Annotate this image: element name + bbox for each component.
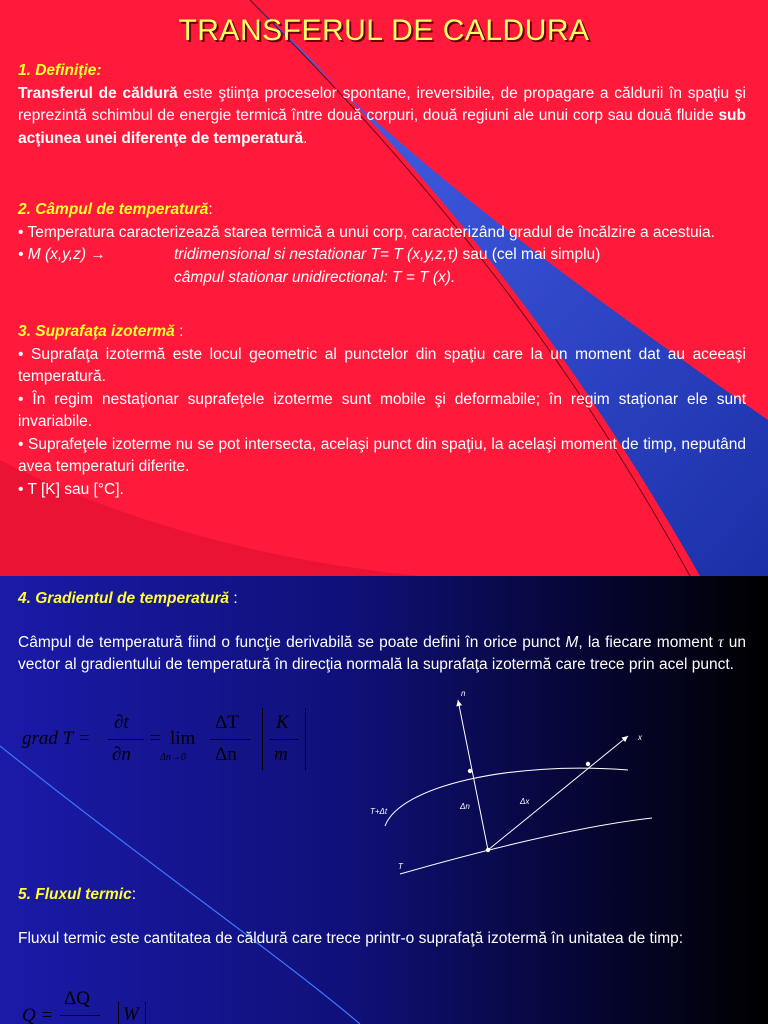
label-dx: Δx — [520, 797, 530, 806]
gradient-paragraph — [18, 632, 746, 677]
definition-term: Transferul de căldură — [18, 84, 178, 102]
section-heading-row — [18, 884, 746, 907]
fraction-bar — [108, 739, 144, 740]
label-n: n — [461, 689, 466, 698]
heading-colon: : — [131, 886, 137, 903]
section-heading-row — [18, 199, 746, 222]
section-heading: 1. Definiţie: — [18, 62, 102, 79]
section-isotherm — [18, 321, 746, 501]
section-heading: 5. Fluxul termic — [18, 886, 132, 903]
formula-numerator: ΔQ — [64, 988, 90, 1009]
definition-emphasis: sub acţiunea unei diferenţe de temperatură — [18, 107, 746, 147]
unit-watt: W — [123, 1004, 139, 1024]
formula-equals: = — [150, 728, 161, 749]
section-temperature-field — [18, 199, 746, 289]
paragraph-text: , la fiecare moment — [578, 633, 718, 651]
formula-lim-subscript: Δn→0 — [160, 752, 186, 763]
fraction-bar — [270, 739, 298, 740]
bullet-continuation: câmpul stationar unidirectional: T = T (x). — [174, 268, 456, 286]
section-flux — [18, 884, 746, 950]
fraction-bar — [60, 1015, 100, 1016]
formula-denominator: ∂n — [112, 744, 131, 765]
section-heading: 3. Suprafaţa izotermă — [18, 323, 175, 340]
slide-title: TRANSFERUL DE CALDURA — [178, 14, 590, 47]
definition-paragraph — [18, 83, 746, 151]
heading-colon: : — [229, 590, 238, 607]
isotherm-curve-lower — [400, 818, 652, 874]
flux-formula — [20, 988, 180, 1024]
fraction-bar — [210, 739, 250, 740]
normal-vector — [458, 700, 488, 850]
bullet-text-italic: tridimensional si nestationar T= T (x,y,z,τ) — [174, 246, 459, 263]
section-heading-row — [18, 321, 746, 344]
bullet-item: • Suprafeţele izoterme nu se pot intersecta, acelaşi punct din spaţiu, la acelaşi moment de timp, neputând avea temperaturi diferite. — [18, 435, 746, 475]
section-heading: 2. Câmpul de temperatură — [18, 201, 209, 218]
section-definition — [18, 60, 746, 150]
heading-colon: : — [208, 201, 213, 218]
formula-lim: lim — [170, 728, 196, 749]
bullet-text: sau (cel mai simplu) — [458, 246, 601, 263]
point-upper-n — [468, 769, 472, 773]
gradient-formula — [10, 706, 310, 776]
bullet-item — [18, 244, 746, 267]
section-gradient — [18, 588, 746, 677]
point-m — [486, 848, 490, 852]
formula-lhs: Q = — [22, 1005, 54, 1024]
flux-paragraph: Fluxul termic este cantitatea de căldură care trece printr-o suprafaţă izotermă în unitatea de timp: — [18, 929, 684, 947]
bullet-item: • Suprafaţa izotermă este locul geometric al punctelor din spaţiu care la un moment dat au aceeaşi temperatură. — [18, 345, 746, 385]
point-upper-x — [586, 762, 590, 766]
formula-lhs: grad T = — [22, 728, 91, 749]
tau-symbol: τ — [718, 633, 724, 651]
formula-numerator: ΔT — [215, 712, 239, 733]
paragraph-text: un vector al gradientului de temperatură în direcţia normală la suprafaţa izotermă care trece prin acel punct. — [18, 633, 746, 673]
definition-text: este ştiinţa proceselor spontane, ireversibile, de propagare a căldurii în spaţiu şi reprezintă schimbul de energie termică între două corpuri, două regiuni ale unui corp sau două fluide — [18, 84, 746, 124]
gradient-diagram — [360, 686, 660, 886]
section-heading: 4. Gradientul de temperatură — [18, 590, 230, 607]
unit-denominator: m — [274, 744, 288, 765]
bullet-label: • M (x,y,z) → — [18, 246, 106, 263]
heading-colon: : — [174, 323, 184, 340]
definition-end: . — [303, 129, 308, 147]
label-dn: Δn — [460, 802, 470, 811]
formula-denominator: Δn — [215, 744, 237, 765]
bullet-item: • În regim nestaţionar suprafeţele izoterme sunt mobile şi deformabile; în regim staţionar ele sunt invariabile. — [18, 390, 746, 430]
label-x: x — [638, 733, 642, 742]
label-t: T — [398, 862, 403, 871]
isotherm-curve-upper — [385, 768, 628, 826]
paragraph-text: Câmpul de temperatură fiind o funcţie derivabilă se poate defini în orice punct — [18, 633, 566, 651]
point-symbol: M — [565, 633, 579, 651]
section-heading-row — [18, 588, 746, 611]
bullet-item: • Temperatura caracterizează starea termică a unui corp, caracterizând gradul de încălzire a acestuia. — [18, 223, 715, 241]
label-t-plus-dt: T+Δt — [370, 807, 388, 816]
bullet-item: • T [K] sau [°C]. — [18, 480, 124, 498]
direction-vector — [488, 736, 628, 850]
formula-numerator: ∂t — [114, 712, 129, 733]
unit-numerator: K — [276, 712, 289, 733]
slide-2 — [0, 576, 768, 1024]
